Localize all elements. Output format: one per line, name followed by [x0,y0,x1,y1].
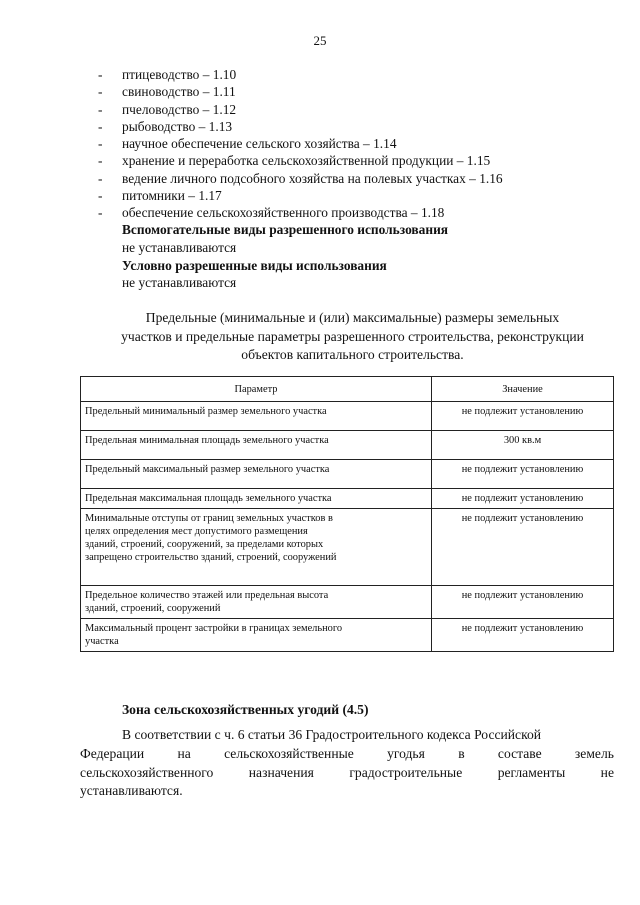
row-value: не подлежит установлению [432,619,614,652]
row-param-line: целях определения мест допустимого размещения [85,526,308,537]
paragraph-line [80,726,614,745]
row-param-line: Минимальные отступы от границ земельных участков в [85,513,333,524]
limits-title-line: объектов капитального строительства. [241,347,464,362]
paragraph-word: земель [574,745,614,761]
table-row [81,402,614,431]
limits-title-line: участков и предельные параметры разрешенного строительства, реконструкции [121,328,584,344]
list-item [98,118,503,135]
row-value: не подлежит установлению [432,460,614,489]
paragraph-line [80,764,614,783]
row-param [81,489,432,509]
conditional-uses-heading: Условно разрешенные виды использования [122,258,387,273]
list-item-text: ведение личного подсобного хозяйства на полевых участках – 1.16 [122,170,503,186]
bullet-dash: - [98,136,103,152]
zone-paragraph [80,726,614,801]
list-item [98,187,503,204]
row-param [81,431,432,460]
list-item-text: свиноводство – 1.11 [122,84,236,100]
table-row [81,619,614,652]
list-item [98,66,503,83]
bullet-dash: - [98,101,103,117]
zone-heading: Зона сельскохозяйственных угодий (4.5) [122,702,369,717]
row-value: не подлежит установлению [432,489,614,509]
row-value: не подлежит установлению [432,586,614,619]
paragraph-word: устанавливаются. [80,783,183,799]
limits-table [80,376,614,652]
list-item [98,135,503,152]
paragraph-line [80,745,614,764]
table-header-row [81,377,614,402]
paragraph-word: регламенты [497,764,566,780]
bullet-dash: - [98,67,103,82]
row-param [81,586,432,619]
table-row [81,586,614,619]
list-item [98,152,503,169]
row-value: не подлежит установлению [432,509,614,586]
table-row [81,489,614,509]
list-item [98,204,503,221]
paragraph-word: градостроительные [349,764,463,780]
row-value: 300 кв.м [432,431,614,460]
paragraph-word: В соответствии с ч. 6 статьи 36 Градостроительного кодекса Российской [122,727,542,742]
row-param [81,509,432,586]
paragraph-word: сельскохозяйственные [224,745,354,761]
table-row [81,460,614,489]
row-param-line: Предельный максимальный размер земельного участка [85,464,330,475]
list-item-text: птицеводство – 1.10 [122,67,237,82]
header-param: Параметр [81,377,432,402]
table-row [81,431,614,460]
bullet-dash: - [98,170,103,186]
paragraph-word: назначения [248,764,314,780]
bullet-dash: - [98,188,103,204]
bullet-dash: - [98,153,103,169]
paragraph-word: сельскохозяйственного [80,764,214,780]
row-param-line: зданий, строений, сооружений [85,603,221,614]
row-param-line: Предельное количество этажей или предельная высота [85,590,329,601]
page-number: 25 [313,33,327,48]
list-item [98,83,503,100]
paragraph-word: Федерации [80,745,145,761]
row-param-line: Предельная минимальная площадь земельного участка [85,435,329,446]
row-value: не подлежит установлению [432,402,614,431]
limits-title-line: Предельные (минимальные и (или) максимальные) размеры земельных [145,310,560,325]
list-item-text: питомники – 1.17 [122,188,222,204]
list-item-text: рыбоводство – 1.13 [122,118,233,134]
header-value: Значение [432,377,614,402]
row-param-line: зданий, строений, сооружений, за пределами которых [85,539,324,550]
row-param [81,402,432,431]
paragraph-line [80,782,614,801]
table-row [81,509,614,586]
limits-title [80,309,625,365]
list-item [98,101,503,118]
main-uses-list [98,66,503,222]
list-item-text: научное обеспечение сельского хозяйства – 1.14 [122,136,397,152]
row-param-line: Максимальный процент застройки в границах земельного [85,623,343,634]
list-item-text: обеспечение сельскохозяйственного производства – 1.18 [122,205,445,221]
paragraph-word: в [458,745,465,761]
row-param-line: Предельный минимальный размер земельного участка [85,406,327,417]
row-param [81,460,432,489]
paragraph-word: на [177,745,191,761]
list-item [98,170,503,187]
paragraph-word: не [600,764,614,780]
row-param-line: Предельная максимальная площадь земельного участка [85,493,332,504]
list-item-text: пчеловодство – 1.12 [122,101,237,117]
bullet-dash: - [98,84,103,100]
row-param-line: запрещено строительство зданий, строений, сооружений [85,552,337,563]
bullet-dash: - [98,118,103,134]
paragraph-word: составе [497,745,542,761]
row-param-line: участка [85,636,119,647]
auxiliary-uses-value: не устанавливаются [122,240,237,255]
auxiliary-uses-heading: Вспомогательные виды разрешенного использования [122,222,449,237]
conditional-uses-value: не устанавливаются [122,275,237,290]
row-param [81,619,432,652]
bullet-dash: - [98,205,103,221]
list-item-text: хранение и переработка сельскохозяйственной продукции – 1.15 [122,153,491,169]
paragraph-word: угодья [387,745,425,761]
